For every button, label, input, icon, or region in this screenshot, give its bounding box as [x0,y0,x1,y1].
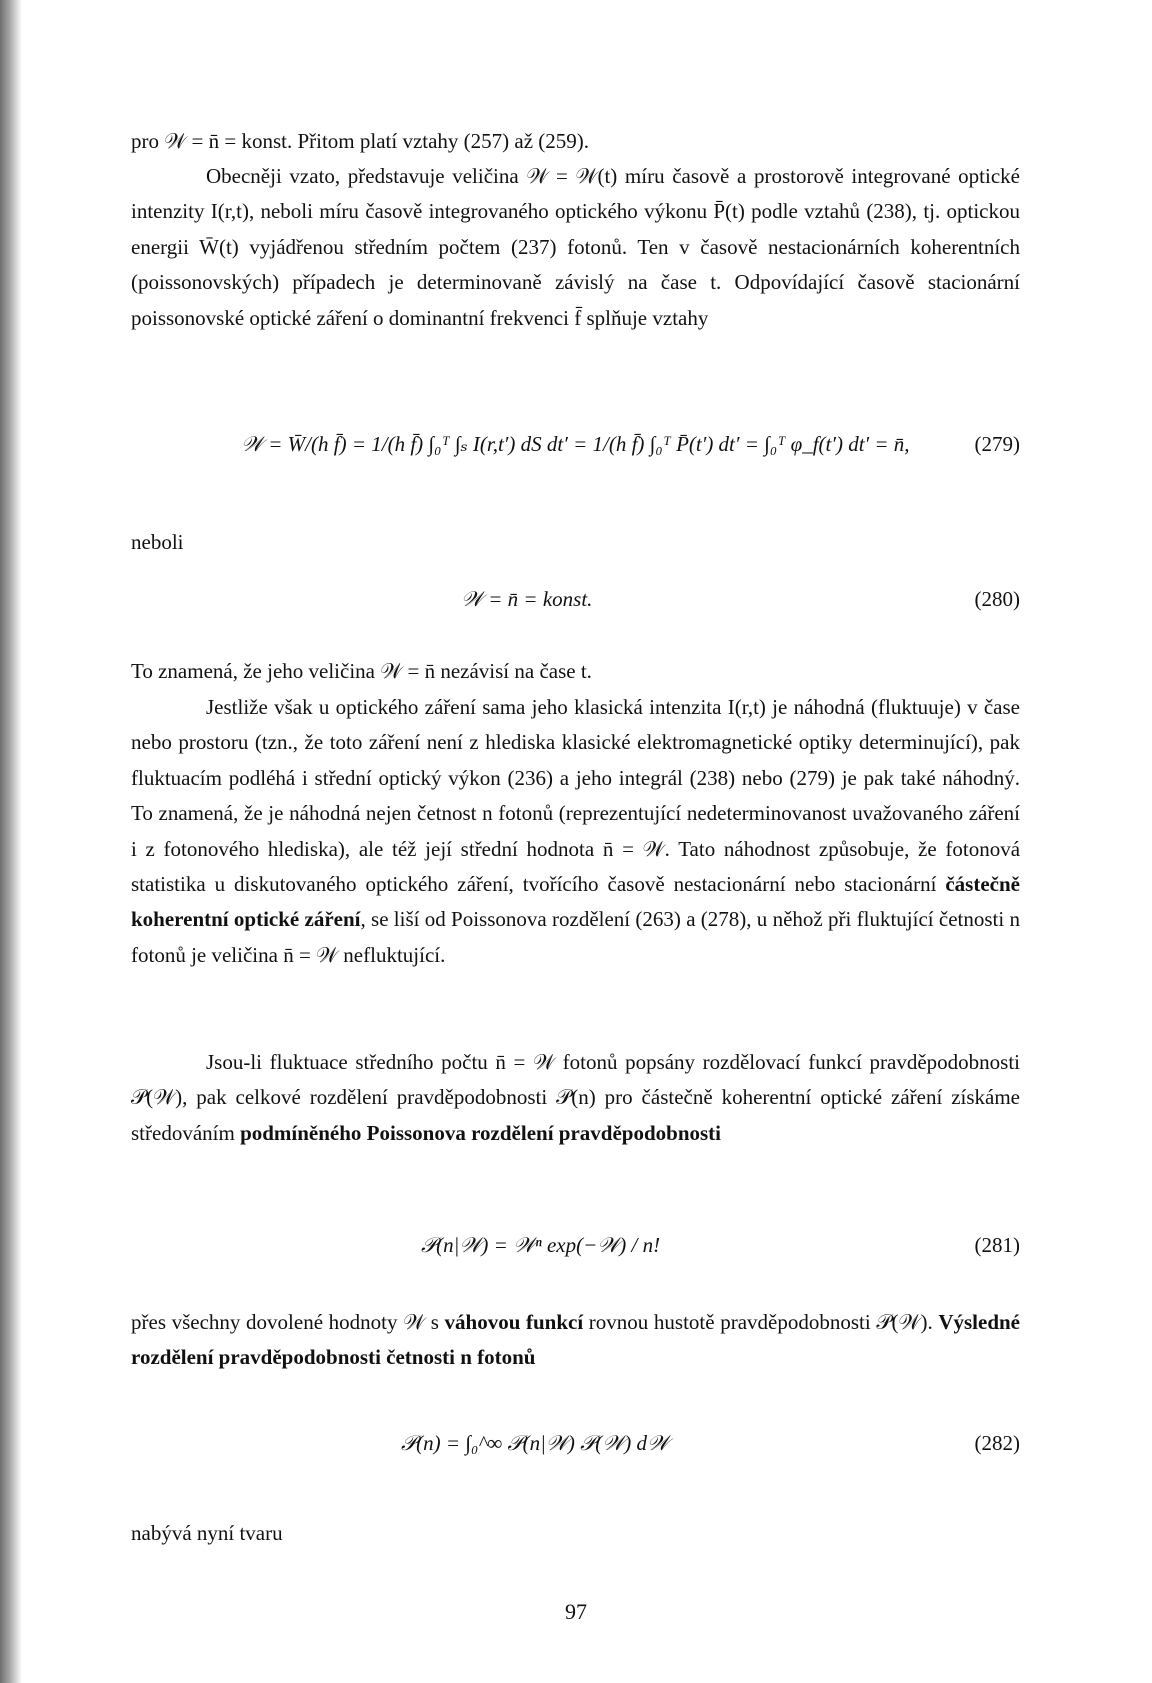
text-line: z fotonového hlediska), ale též její střední hodnota n̄ = 𝒲. Tato náhodnost způsobuje, [145,836,910,861]
text-run: koherentní optické záření získáme středováním [131,1085,1020,1145]
label-neboli: neboli [131,530,184,554]
equation-279 [131,432,1020,472]
text-line: Obecněji vzato, představuje veličina 𝒲 = 𝒲(t) míru časově a prostorově [206,164,844,188]
text-run: , se liší od Poissonova rozdělení [360,907,631,932]
text-line: pravděpodobnosti 𝒫(𝒲), pak celkové rozdělení pravděpodobnosti 𝒫(n) pro částečně [131,1050,1020,1110]
text-line: výkonu P̄(t) podle vztahů (238), tj. optickou energii W̄(t) vyjádřenou středním počtem [131,199,1021,259]
text-line: Jestliže však u optického záření sama jeho klasická intenzita I(r,t) je náhodná [206,695,865,719]
paragraph-4 [131,690,1020,973]
bold-term: pravděpodobnosti [558,1120,722,1145]
equation-282 [131,1431,1020,1471]
paragraph-3 [131,654,1020,689]
bold-term: částečně koherentní optické záření [131,872,1020,932]
text-run: nebo stacionární [794,872,946,897]
text-line [131,1310,871,1334]
equation-expression: 𝒲 = W̄/(h f̄) = 1/(h f̄) ∫₀ᵀ ∫ₛ I(r,t′) dS dt′ = 1/(h f̄) ∫₀ᵀ P̄(t′) dt′ = ∫₀ᵀ φ_f(t′) dt′ = n̄, [241,432,910,456]
text-line: elektromagnetické optiky determinující), pak fluktuacím podléhá i střední optický [131,730,1020,790]
equation-expression: 𝒫(n) = ∫₀^∞ 𝒫(n|𝒲) 𝒫(𝒲) d𝒲 [401,1431,669,1455]
bold-term: váhovou funkcí [444,1310,584,1334]
text-line [559,1121,721,1145]
text-line: integrované optické intenzity I(r,t), neboli míru časově integrovaného optického [131,164,1020,224]
equation-281 [131,1233,1020,1273]
text-line: To znamená, že jeho veličina 𝒲 = n̄ nezávisí na čase t. [131,659,592,683]
equation-expression: 𝒫(n|𝒲) = 𝒲ⁿ exp(−𝒲) / n! [421,1233,661,1257]
equation-number: (279) [974,432,1020,456]
paragraph-6 [131,1305,1020,1376]
text-run: přes všechny dovolené hodnoty 𝒲 s [131,1310,445,1334]
paragraph-5 [131,1045,1020,1151]
bold-term: Výsledné rozdělení pravděpodobnosti četnosti n fotonů [131,1310,1021,1370]
text-line: pro 𝒲 = n̄ = konst. Přitom platí vztahy (257) až (259). [131,129,590,153]
text-line: (fluktuuje) v čase nebo prostoru (tzn., že toto záření není z hlediska klasické [131,695,1020,755]
text-line: že fotonová statistika u diskutovaného optického záření, tvořícího časově nestacionární [131,836,1021,897]
bold-term: podmíněného Poissonova rozdělení [240,1120,554,1145]
equation-280 [131,587,1020,627]
text-line: determinovaně závislý na čase t. Odpovídající časově stacionární poissonovské optické [131,270,1021,330]
paragraph-1 [131,124,1020,159]
page-number: 97 [565,1599,587,1624]
equation-expression: 𝒲 = n̄ = konst. [461,587,593,611]
equation-number: (281) [974,1233,1020,1257]
equation-number: (280) [974,587,1020,611]
equation-number: (282) [974,1431,1020,1455]
paragraph-7: nabývá nyní tvaru [131,1521,283,1545]
text-line: Jsou-li fluktuace středního počtu n̄ = 𝒲 fotonů popsány rozdělovací funkcí [206,1050,862,1074]
text-line: (263) a (278), u něhož při fluktující četnosti n fotonů je veličina n̄ = 𝒲 nefluktující. [131,907,1020,967]
text-line: výkon (236) a jeho integrál (238) nebo (279) je pak také náhodný. To znamená, že je [131,765,1020,826]
text-line: náhodná nejen četnost n fotonů (reprezentující nedeterminovanost uvažovaného záření i [131,801,1021,861]
text-run: rovnou hustotě pravděpodobnosti [583,1310,871,1334]
paragraph-2 [131,159,1020,336]
text-line: (237) fotonů. Ten v časově nestacionárních koherentních (poissonovských) případech je [131,234,1020,295]
text-run: 𝒫(𝒲). [876,1310,939,1334]
text-line: záření o dominantní frekvenci f̄ splňuje vztahy [316,305,709,330]
